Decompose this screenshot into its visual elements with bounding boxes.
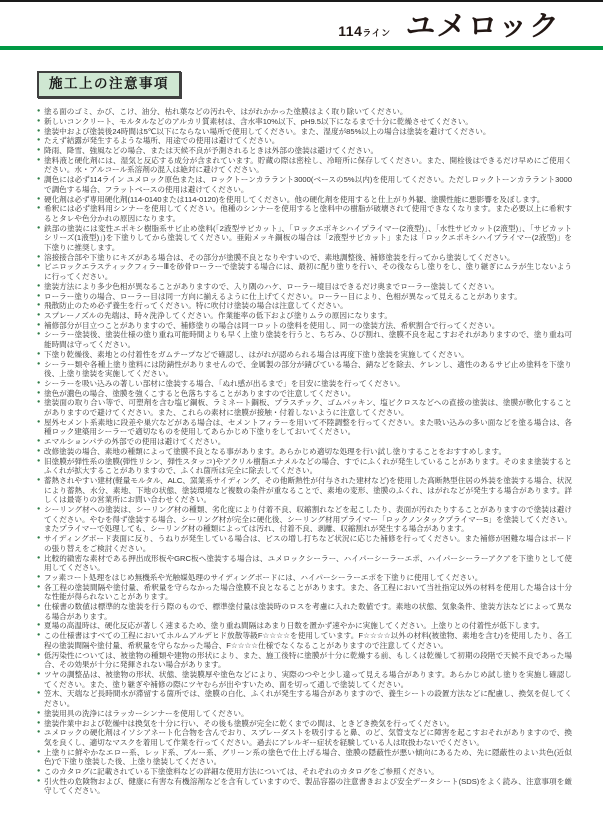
list-item bbox=[37, 360, 572, 379]
list-item-text: 溶接接合部や下塗りにキズがある場合は、その部分が塗膜不良となりやすいので、素地調整後、補修塗装を行ってから塗装してください。 bbox=[44, 252, 515, 262]
brand-logo: ユメロック bbox=[404, 10, 561, 42]
list-item bbox=[37, 670, 572, 689]
list-item-text: 塗装作業中および乾燥中は換気を十分に行い、その後も塗膜が完全に乾くまでの間は、ときどき換気を行ってください。 bbox=[44, 718, 455, 728]
precautions-list bbox=[37, 107, 572, 796]
list-item bbox=[37, 282, 572, 292]
list-item bbox=[37, 719, 572, 729]
bullet-icon: ● bbox=[37, 768, 41, 775]
list-item-text: シーラー類や各種上塗り塗料には防錆性がありませんので、金属製の部分が錆びている場合、錆などを除去、ケレンし、適性のあるサビ止め塗料を下塗り後、上塗り塗装を実施してください。 bbox=[44, 359, 572, 379]
list-item bbox=[37, 389, 572, 399]
bullet-icon: ● bbox=[37, 399, 41, 406]
list-item bbox=[37, 321, 572, 331]
bullet-icon: ● bbox=[37, 671, 41, 677]
content-area bbox=[0, 50, 603, 796]
list-item bbox=[37, 146, 572, 156]
bullet-icon: ● bbox=[37, 137, 41, 144]
list-item-text: シーラー塗装後、塗装仕様の塗り重ね可能時間よりも早く上塗り塗装を行うと、ちぢみ、ひび割れ、塗膜不良を起こすおそれがありますので、塗り重ね可能時間は守ってください。 bbox=[44, 330, 572, 350]
line-number: 114 bbox=[338, 23, 363, 39]
list-item bbox=[37, 204, 572, 223]
list-item-text: たえず結露が発生するような場所、用途での使用は避けてください。 bbox=[44, 136, 280, 146]
list-item-text: ユメロックの硬化剤はイソシアネート化合物を含んでおり、スプレーダストを吸引すると鼻、のど、気管支などに障害を起こすおそれがありますので、換気を良くし、適切なマスクを着用して作業を行ってください。過去にアレルギー症状を経験している人は取扱わないでください。 bbox=[44, 728, 572, 747]
list-item-text: ツヤの調整品は、被塗物の形状、状態、塗装膜厚や塗色などにより、実際のつやと少し違って見える場合があります。あらかじめ試し塗りを実施し確認してください。また、塗り継ぎや補修の際にツヤむらが出やすいため、面を切って通しで塗装してください。 bbox=[44, 670, 572, 689]
list-item bbox=[37, 728, 572, 747]
product-line-label bbox=[338, 24, 390, 41]
bullet-icon: ● bbox=[37, 147, 41, 154]
list-item bbox=[37, 534, 572, 553]
list-item-text: フッ素コート処理をはじめ無機系や光触媒処理のサイディングボードには、ハイパーシーラーエポを下塗りに使用してください。 bbox=[44, 572, 483, 582]
list-item bbox=[37, 777, 572, 796]
list-item bbox=[37, 447, 572, 457]
bullet-icon: ● bbox=[37, 224, 41, 231]
bullet-icon: ● bbox=[37, 263, 41, 270]
list-item-text: 塗装面の取り合い等で、可塑剤を含む塩ビ鋼板、ラミネート鋼板、プラスチック、ゴムパッキン、塩ビクロスなどへの直接の塗装は、塗膜が軟化することがありますので避けてください。また、これらの素材に塗膜が接触・付着しないように注意してください。 bbox=[44, 398, 572, 418]
brand-lockup bbox=[338, 11, 559, 41]
list-item bbox=[37, 583, 572, 602]
list-item-text: この仕様書はすべての工程においてホルムアルデヒド放散等級F☆☆☆☆を使用しています。F☆☆☆☆以外の材料(被塗物、素地を含む)を使用したり、各工程の塗装間隔や塗付量、希釈量を守らなかった場合、F☆☆☆☆仕様でなくなることがありますので注意してください。 bbox=[44, 631, 572, 650]
list-item bbox=[37, 621, 572, 631]
list-item-text: 鉄部の塗装には変性エポキシ樹脂系サビ止め塗料(「2液型サビカット」、「ロックエポキシハイプライマー(2液型)」、「水性サビカット(2液型)」、「サビカットシリーズ(1液型)」)を下塗りしてから塗装してください。亜鉛メッキ鋼板の場合は「2液型サビカット」または「ロックエポキシハイプライマー(2液型)」を下塗りに推奨します。 bbox=[44, 223, 572, 253]
list-item bbox=[37, 651, 572, 670]
bullet-icon: ● bbox=[37, 535, 41, 542]
list-item bbox=[37, 224, 572, 253]
bullet-icon: ● bbox=[37, 709, 41, 716]
bullet-icon: ● bbox=[37, 331, 41, 338]
list-item bbox=[37, 136, 572, 146]
list-item-text: 上塗りに鮮やかなエロー系、レッド系、ブルー系、グリーン系の塗色で仕上げる場合、塗膜の隠蔽性が悪い傾向にあるため、先に隠蔽性のよい共色(近似色)で下塗り塗装した後、上塗り塗装してください。 bbox=[44, 747, 572, 767]
bullet-icon: ● bbox=[37, 389, 41, 396]
list-item-text: 塗る面のゴミ、かび、こけ、油分、枯れ葉などの汚れや、はがれかかった塗膜はよく取り除いてください。 bbox=[44, 107, 408, 117]
bullet-icon: ● bbox=[37, 360, 41, 367]
bullet-icon: ● bbox=[37, 447, 41, 454]
list-item bbox=[37, 573, 572, 583]
list-item-text: エマルションパテの外部での使用は避けてください。 bbox=[44, 437, 226, 447]
bullet-icon: ● bbox=[37, 176, 41, 183]
section-title: 施工上の注意事項 bbox=[37, 71, 181, 98]
list-item bbox=[37, 457, 572, 476]
list-item bbox=[37, 330, 572, 349]
bullet-icon: ● bbox=[37, 311, 41, 318]
list-item bbox=[37, 602, 572, 621]
bullet-icon: ● bbox=[37, 719, 41, 726]
list-item bbox=[37, 195, 572, 205]
list-item bbox=[37, 350, 572, 360]
list-item-text: 塗料液と硬化剤には、湿気と反応する成分が含まれています。貯蔵の際は密栓し、冷暗所に保存してください。また、開栓後はできるだけ早めにご使用ください。水・アルコール系溶剤の混入は絶対に避けてください。 bbox=[44, 155, 572, 175]
list-item-text: 飛散防止のため必ず養生を行ってください。特に吹付け塗装の場合は注意してください。 bbox=[44, 301, 348, 311]
bullet-icon: ● bbox=[37, 127, 41, 134]
bullet-icon: ● bbox=[37, 195, 41, 202]
list-item-text: 各工程の塗装間隔や塗付量、希釈量を守らなかった場合塗膜不良となることがあります。また、各工程において当社指定以外の材料を使用した場合は十分な性能が得られないことがあります。 bbox=[44, 582, 572, 602]
bullet-icon: ● bbox=[37, 583, 41, 590]
list-item bbox=[37, 398, 572, 417]
list-item-text: 低汚染性については、被塗物の種類や建物の形状により、また、施工後特に塗膜が十分に乾燥する前、もしくは乾燥して初期の段階で天候不良であった場合、その効果が十分に発揮されない場合があります。 bbox=[44, 650, 572, 670]
bullet-icon: ● bbox=[37, 379, 41, 386]
list-item bbox=[37, 379, 572, 389]
bullet-icon: ● bbox=[37, 622, 41, 629]
list-item-text: 屋外セメント系素地に段差や巣穴などがある場合は、セメントフィラーを用いて不陸調整を行ってください。また吸い込みの多い面などを塗る場合は、各種ロック建築用シーラーで適切なものを使用してあらかじめ下塗りをしておいてください。 bbox=[44, 417, 572, 437]
list-item bbox=[37, 262, 572, 281]
list-item-text: 比較的緻密な素材である押出成形板やGRC板へ塗装する場合は、ユメロックシーラー、ハイパーシーラーエポ、ハイパーシーラーアクアを下塗りとして使用してください。 bbox=[44, 553, 572, 573]
list-item-text: シーラーを吸い込みの著しい部材に塗装する場合、「ぬれ感が出るまで」を目安に塗装を行ってください。 bbox=[44, 378, 405, 388]
bullet-icon: ● bbox=[37, 292, 41, 299]
bullet-icon: ● bbox=[37, 156, 41, 163]
list-item-text: スプレーノズルの先端は、時々洗浄してください。作業能率の低下および塗りムラの原因になります。 bbox=[44, 310, 392, 320]
list-item bbox=[37, 437, 572, 447]
list-item-text: 下塗り乾燥後、素地との付着性をガムテープなどで確認し、はがれが認められる場合は再度下塗り塗装を実施してください。 bbox=[44, 349, 469, 359]
list-item-text: シーリング材への塗装は、シーリング材の種類、劣化度により付着不良、収縮割れなどを起こしたり、表面が汚れたりすることがありますので塗装は避けてください。やむを得ず塗装する場合、シーリング材が完全に硬化後、シーリング材用プライマー「ロックノンタックプライマーS」を塗装してください。またプライマーで処理しても、シーリング材の種類によっては汚れ、付着不良、剥離、収縮割れが発生する場合があります。 bbox=[44, 505, 572, 534]
list-item-text: 笠木、天端など長時間水が滞留する箇所では、塗膜の白化、ふくれが発生する場合がありますので、養生シートの設置方法などに配慮し、換気を促してください。 bbox=[44, 689, 572, 709]
bullet-icon: ● bbox=[37, 418, 41, 425]
line-suffix: ライン bbox=[362, 28, 391, 38]
list-item-text: 調色には必ず114ライン ユメロック原色または、ロックトーンカララント3000(ベースの5%以内)を使用してください。ただしロックトーンカララント3000で調色する場合、フラットベースの使用は避けてください。 bbox=[44, 175, 572, 194]
list-item bbox=[37, 554, 572, 573]
list-item bbox=[37, 292, 572, 302]
list-item-text: 仕様書の数値は標準的な塗装を行う際のもので、標準塗付量は塗装時のロスを考慮に入れた数値です。素地の状態、気象条件、塗装方法などによって異なる場合があります。 bbox=[44, 602, 572, 621]
list-item-text: ローラー塗りの場合、ローラー目は同一方向に揃えるように仕上げてください。ローラー目により、色相が異なって見えることがあります。 bbox=[44, 291, 522, 301]
bullet-icon: ● bbox=[37, 506, 41, 513]
list-item-text: 夏場の高温時は、硬化反応が著しく速まるため、塗り重ね間隔はあまり日数を置かず速やかに実施してください。上塗りとの付着性が低下します。 bbox=[44, 621, 545, 631]
bullet-icon: ● bbox=[37, 205, 41, 212]
bullet-icon: ● bbox=[37, 690, 41, 697]
list-item bbox=[37, 767, 572, 777]
list-item-text: このカタログに記載されている下塗塗料などの詳細な使用方法については、それぞれのカタログをご参照ください。 bbox=[44, 767, 439, 777]
list-item bbox=[37, 156, 572, 175]
list-item-text: 蓄熱されやすい建材(軽量モルタル、ALC、窯業系サイディング、その他断熱性が付与された建材など)を使用した高断熱型住居の外装を塗装する場合、状況により蓄熱、水分、素地、下地の状態、塗装環境など複数の条件が重なることで、素地の変形、塗膜のふくれ、はがれなどが発生する場合があります。詳しくは最寄りの営業所にお問い合わせください。 bbox=[44, 475, 572, 505]
list-item bbox=[37, 175, 572, 194]
list-item bbox=[37, 476, 572, 505]
bullet-icon: ● bbox=[37, 603, 41, 610]
list-item-text: 補修部分が目立つことがありますので、補修塗りの場合は同一ロットの塗料を使用し、同一の塗装方法、希釈割合で行ってください。 bbox=[44, 320, 500, 330]
bullet-icon: ● bbox=[37, 457, 41, 464]
bullet-icon: ● bbox=[37, 632, 41, 639]
list-item bbox=[37, 505, 572, 534]
list-item-text: サイディングボード表面に反り、うねりが発生している場合は、ビスの増し打ちなど状況に応じた補修を行ってください。また補修が困難な場合はボードの張り替えをご検討ください。 bbox=[44, 534, 572, 553]
list-item bbox=[37, 418, 572, 437]
list-item bbox=[37, 631, 572, 650]
bullet-icon: ● bbox=[37, 253, 41, 260]
list-item-text: 旧塗膜が弾性系の塗膜(弾性リシン、弾性スタッコ)やアクリル樹脂エナメルなどの場合、すでにふくれが発生していることがあります。そのまま塗装するとふくれが拡大することがありますので、ふくれ箇所は完全に除去してください。 bbox=[44, 456, 572, 476]
bullet-icon: ● bbox=[37, 777, 41, 784]
bullet-icon: ● bbox=[37, 748, 41, 755]
list-item-text: 新しいコンクリート、モルタルなどのアルカリ質素材は、含水率10%以下、pH9.5以下になるまで十分に乾燥させてください。 bbox=[44, 116, 473, 126]
list-item-text: 引火性の危険物および、健康に有害な有機溶剤などを含有していますので、製品容器の注意書きおよび安全データシート(SDS)をよく読み、注意事項を厳守してください。 bbox=[44, 776, 572, 796]
list-item bbox=[37, 689, 572, 708]
list-item-text: 改修塗装の場合、素地の種類によって塗膜不良となる事があります。あらかじめ適切な処理を行い試し塗りすることをおすすめします。 bbox=[44, 446, 507, 456]
list-item-text: 塗装方法により多少色相が異なることがありますので、入り隅のハケ、ローラー境目はできるだけ奥までローラー塗装してください。 bbox=[44, 281, 499, 291]
list-item-text: 希釈には必ず塗料用シンナーを使用してください。他種のシンナーを使用すると塗料中の樹脂が破壊されて使用できなくなります。また必要以上に希釈するとタレや色分かれの原因になります。 bbox=[44, 204, 572, 223]
bullet-icon: ● bbox=[37, 282, 41, 289]
list-item bbox=[37, 107, 572, 117]
list-item-text: ビニロックエラスティックフィラーⅢを砂骨ローラーで塗装する場合には、最初に配り塗りを行い、その後ならし塗りをし、塗り継ぎにムラが生じないように行ってください。 bbox=[44, 262, 572, 282]
list-item bbox=[37, 301, 572, 311]
page-header bbox=[0, 2, 603, 46]
list-item-text: 硬化剤は必ず専用硬化剤(114-0140または114-0120)を使用してください。他の硬化剤を使用すると仕上がり外観、塗膜性能に悪影響を及ぼします。 bbox=[44, 194, 545, 204]
list-item bbox=[37, 748, 572, 767]
bullet-icon: ● bbox=[37, 117, 41, 124]
list-item bbox=[37, 311, 572, 321]
bullet-icon: ● bbox=[37, 729, 41, 736]
list-item-text: 塗色が濃色の場合、塗膜を強くこすると色落ちすることがありますので注意してください。 bbox=[44, 388, 356, 398]
list-item-text: 降雨、降雪、強風などの場合、または天候不良が予測されるときは外部の塗装は避けてください。 bbox=[44, 146, 379, 156]
bullet-icon: ● bbox=[37, 302, 41, 309]
bullet-icon: ● bbox=[37, 350, 41, 357]
bullet-icon: ● bbox=[37, 476, 41, 483]
list-item-text: 塗装中および塗装後24時間は5℃以下にならない場所で使用してください。また、湿度が85%以上の場合は塗装を避けてください。 bbox=[44, 126, 491, 136]
list-item-text: 塗装用具の洗浄にはラッカーシンナーを使用してください。 bbox=[44, 708, 249, 718]
bullet-icon: ● bbox=[37, 438, 41, 445]
list-item bbox=[37, 709, 572, 719]
bullet-icon: ● bbox=[37, 108, 41, 115]
bullet-icon: ● bbox=[37, 573, 41, 580]
bullet-icon: ● bbox=[37, 554, 41, 561]
list-item bbox=[37, 127, 572, 137]
list-item bbox=[37, 117, 572, 127]
bullet-icon: ● bbox=[37, 651, 41, 658]
list-item bbox=[37, 253, 572, 263]
bullet-icon: ● bbox=[37, 321, 41, 328]
